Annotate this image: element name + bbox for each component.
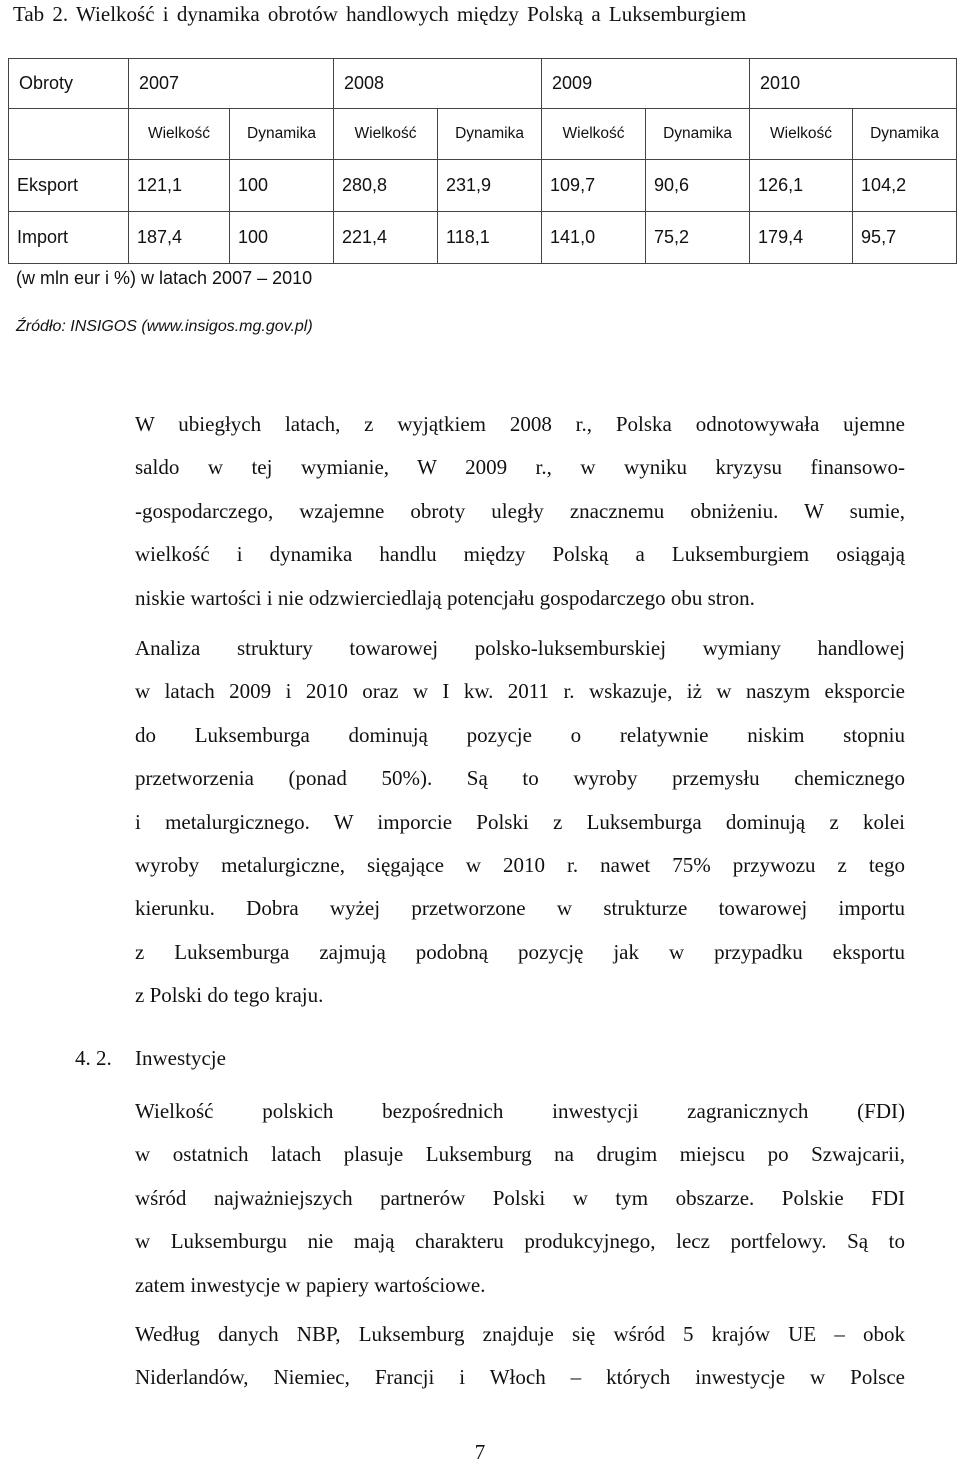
table-cell: 187,4 (129, 212, 230, 264)
paragraph (135, 403, 905, 620)
table-row (9, 160, 957, 212)
year-header: 2009 (542, 59, 750, 109)
text-line: w Luksemburgu nie mają charakteru produkcyjnego, lecz portfelowy. Są to (135, 1229, 905, 1254)
text-line: wielkość i dynamika handlu między Polską a Luksemburgiem osiągają (135, 542, 905, 567)
subheader-cell: Wielkość (334, 109, 438, 160)
table-cell: 179,4 (750, 212, 853, 264)
section-title: Inwestycje (135, 1046, 226, 1070)
table-cell: 280,8 (334, 160, 438, 212)
table-header-row (9, 59, 957, 109)
text-line: Wielkość polskich bezpośrednich inwestycji zagranicznych (FDI) (135, 1099, 905, 1123)
table-source: Źródło: INSIGOS (www.insigos.mg.gov.pl) (16, 318, 313, 335)
subheader-cell: Dynamika (853, 109, 957, 160)
year-header: 2010 (750, 59, 957, 109)
row-label: Eksport (9, 160, 129, 212)
text-line: Analiza struktury towarowej polsko-luksemburskiej wymiany handlowej (135, 636, 905, 660)
table-subheader-row (9, 109, 957, 160)
empty-cell (9, 109, 129, 160)
text-line: W ubiegłych latach, z wyjątkiem 2008 r., Polska odnotowywała ujemne (135, 412, 905, 436)
year-header: 2008 (334, 59, 542, 109)
table-cell: 121,1 (129, 160, 230, 212)
table-cell: 231,9 (438, 160, 542, 212)
text-line: saldo w tej wymianie, W 2009 r., w wyniku kryzysu finansowo- (135, 455, 905, 480)
text-line: wyroby metalurgiczne, sięgające w 2010 r. nawet 75% przywozu z tego (135, 852, 905, 877)
text-line: zatem inwestycje w papiery wartościowe. (135, 1272, 486, 1297)
subheader-cell: Wielkość (542, 109, 646, 160)
text-line: -gospodarczego, wzajemne obroty uległy znacznemu obniżeniu. W sumie, (135, 498, 905, 523)
paragraph (135, 1090, 905, 1307)
subheader-cell: Dynamika (438, 109, 542, 160)
trade-table (8, 58, 957, 264)
text-line: z Luksemburga zajmują podobną pozycję jak w przypadku eksportu (135, 939, 905, 964)
table-cell: 118,1 (438, 212, 542, 264)
table-caption: Tab 2. Wielkość i dynamika obrotów handlowych między Polską a Luksemburgiem (13, 2, 747, 26)
subheader-cell: Dynamika (646, 109, 750, 160)
text-line: przetworzenia (ponad 50%). Są to wyroby przemysłu chemicznego (135, 766, 905, 791)
corner-cell: Obroty (9, 59, 129, 109)
text-line: wśród najważniejszych partnerów Polski w tym obszarze. Polskie FDI (135, 1185, 905, 1210)
text-line: Według danych NBP, Luksemburg znajduje się wśród 5 krajów UE – obok (135, 1322, 905, 1346)
table-cell: 126,1 (750, 160, 853, 212)
text-line: do Luksemburga dominują pozycje o relatywnie niskim stopniu (135, 722, 905, 747)
page-number: 7 (474, 1440, 486, 1464)
table-cell: 221,4 (334, 212, 438, 264)
year-header: 2007 (129, 59, 334, 109)
text-line: niskie wartości i nie odzwierciedlają potencjału gospodarczego obu stron. (135, 585, 755, 610)
text-line: w latach 2009 i 2010 oraz w I kw. 2011 r. wskazuje, iż w naszym eksporcie (135, 679, 905, 704)
table-note: (w mln eur i %) w latach 2007 – 2010 (16, 268, 313, 288)
table-cell: 141,0 (542, 212, 646, 264)
table-cell: 90,6 (646, 160, 750, 212)
table-row (9, 212, 957, 264)
text-line: i metalurgicznego. W imporcie Polski z Luksemburga dominują z kolei (135, 809, 905, 834)
table-cell: 104,2 (853, 160, 957, 212)
text-line: kierunku. Dobra wyżej przetworzone w strukturze towarowej importu (135, 896, 905, 921)
subheader-cell: Dynamika (230, 109, 334, 160)
table-cell: 75,2 (646, 212, 750, 264)
section-number: 4. 2. (75, 1046, 112, 1070)
text-line: Niderlandów, Niemiec, Francji i Włoch – których inwestycje w Polsce (135, 1365, 905, 1390)
subheader-cell: Wielkość (750, 109, 853, 160)
paragraph (135, 1313, 905, 1400)
paragraph (135, 627, 905, 1018)
subheader-cell: Wielkość (129, 109, 230, 160)
table-cell: 109,7 (542, 160, 646, 212)
table-cell: 95,7 (853, 212, 957, 264)
row-label: Import (9, 212, 129, 264)
table-cell: 100 (230, 212, 334, 264)
table-cell: 100 (230, 160, 334, 212)
text-line: w ostatnich latach plasuje Luksemburg na drugim miejscu po Szwajcarii, (135, 1142, 905, 1167)
text-line: z Polski do tego kraju. (135, 983, 324, 1008)
